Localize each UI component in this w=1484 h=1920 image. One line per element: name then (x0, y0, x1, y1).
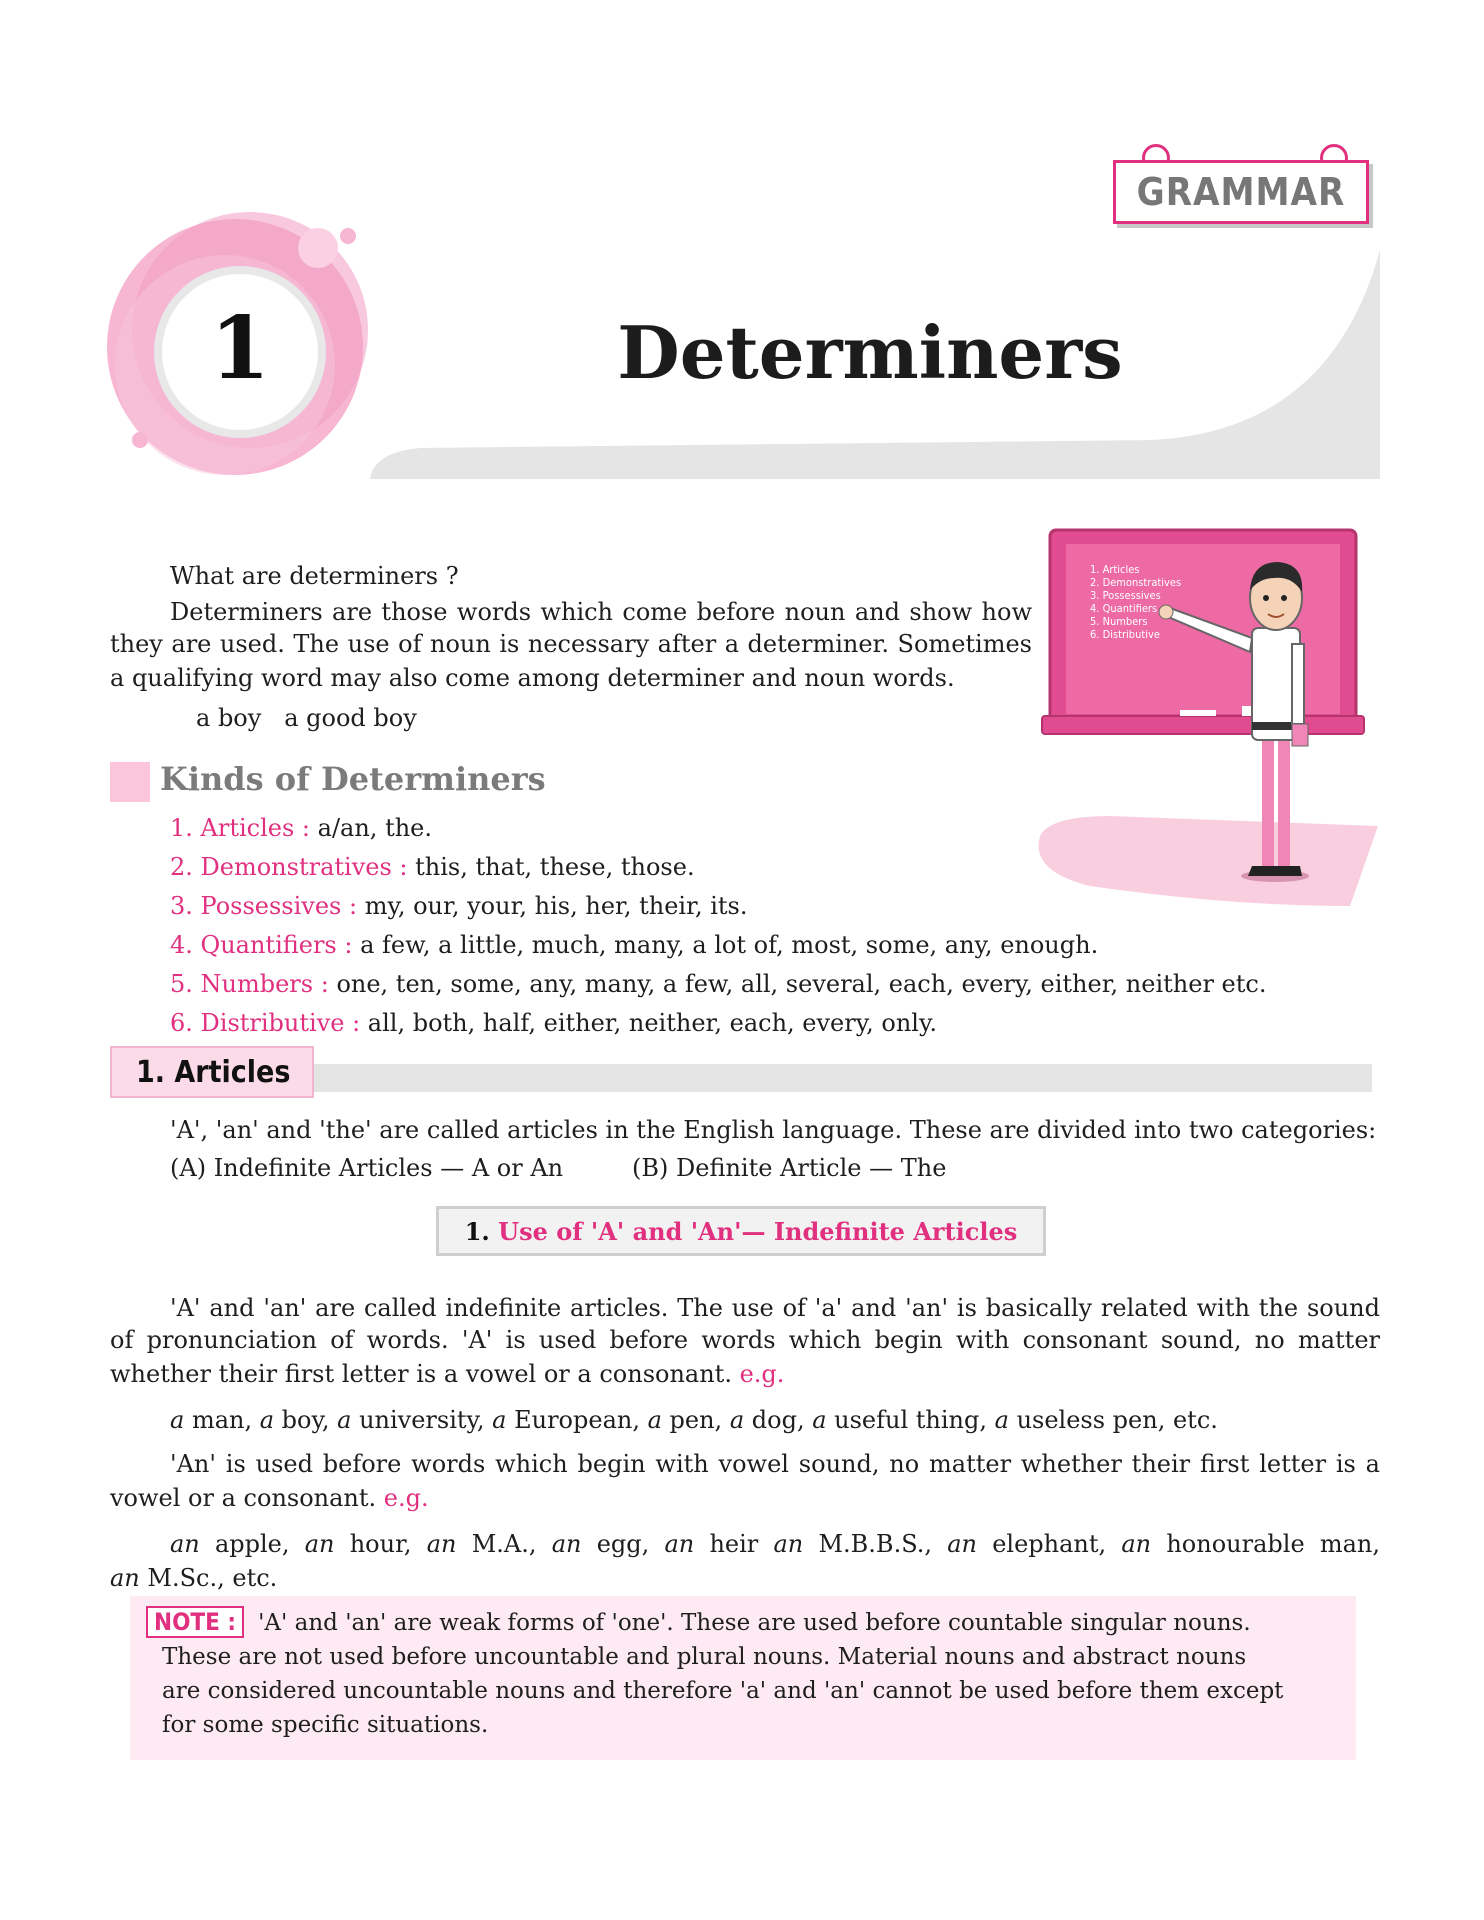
intro-question: What are determiners ? (170, 562, 459, 590)
kind-text: one, ten, some, any, many, a few, all, several, each, every, either, neither etc. (328, 970, 1267, 998)
note-box (130, 1596, 1356, 1760)
header-decoration (0, 0, 1484, 500)
article-an: an (426, 1530, 457, 1558)
article-an: an (773, 1530, 804, 1558)
example-word: pen, (661, 1406, 730, 1434)
kind-item-possessives (170, 888, 747, 924)
kind-label: 5. Numbers : (170, 970, 329, 998)
example-word: honourable man, (1151, 1530, 1380, 1558)
board-list (1090, 563, 1181, 641)
examples-an-line1 (170, 1526, 1380, 1562)
example-word: M.Sc., etc. (139, 1564, 278, 1592)
board-item: 5. Numbers (1090, 615, 1148, 628)
example-word: M.A., (456, 1530, 552, 1558)
para2-line2-text: vowel or a consonant. (110, 1484, 377, 1512)
para2-line2 (110, 1480, 429, 1516)
kind-item-numbers (170, 966, 1266, 1002)
board-item: 1. Articles (1090, 563, 1140, 576)
examples-a-line (170, 1402, 1218, 1438)
example-word: useful thing, (826, 1406, 995, 1434)
article-an: an (947, 1530, 978, 1558)
board-item: 2. Demonstratives (1090, 576, 1182, 589)
article-a: a (812, 1406, 827, 1434)
para1-line1: 'A' and 'an' are called indefinite articles. The use of 'a' and 'an' is basically related with the sound (170, 1294, 1380, 1322)
kind-item-quantifiers (170, 927, 1098, 963)
kind-label: 2. Demonstratives : (170, 853, 408, 881)
intro-example: a boy a good boy (196, 704, 417, 732)
kind-item-demonstratives (170, 849, 695, 885)
example-word: egg, (581, 1530, 665, 1558)
board-item: 6. Distributive (1090, 628, 1160, 641)
board-item: 4. Quantifiers (1090, 602, 1158, 615)
article-a: a (647, 1406, 662, 1434)
note-text: 'A' and 'an' are weak forms of 'one'. These are used before countable singular nouns. (258, 1610, 1251, 1636)
example-word: M.B.B.S., (803, 1530, 948, 1558)
note-label: NOTE : (146, 1606, 244, 1638)
examples-an-line2 (110, 1560, 277, 1596)
para1-line3 (110, 1356, 784, 1392)
teacher-illustration (1030, 526, 1380, 916)
example-word: university, (351, 1406, 493, 1434)
example-word: man, (184, 1406, 260, 1434)
kind-text: my, our, your, his, her, their, its. (357, 892, 748, 920)
article-a: a (259, 1406, 275, 1434)
kind-label: 6. Distributive : (170, 1009, 361, 1037)
kinds-heading: Kinds of Determiners (160, 760, 546, 798)
subsection-title: Use of 'A' and 'An'— Indefinite Articles (498, 1216, 1018, 1246)
note-line3: are considered uncountable nouns and therefore 'a' and 'an' cannot be used before them except (162, 1678, 1284, 1704)
article-a: a (729, 1406, 745, 1434)
kind-label: 4. Quantifiers : (170, 931, 353, 959)
article-a: a (337, 1406, 352, 1434)
example-word: European, (506, 1406, 648, 1434)
kind-item-articles (170, 810, 432, 846)
kind-text: a few, a little, much, many, a lot of, most, some, any, enough. (352, 931, 1099, 959)
article-an: an (110, 1564, 140, 1592)
article-an: an (664, 1530, 695, 1558)
subsection-heading-box (436, 1206, 1046, 1256)
para1-line3-text: whether their first letter is a vowel or a consonant. (110, 1360, 732, 1388)
kind-text: all, both, half, either, neither, each, every, only. (360, 1009, 937, 1037)
article-a: a (170, 1406, 185, 1434)
article-an: an (551, 1530, 582, 1558)
articles-category-definite: (B) Definite Article — The (632, 1154, 947, 1182)
para2-line1: 'An' is used before words which begin with vowel sound, no matter whether their first letter is a (170, 1450, 1380, 1478)
section-tag: GRAMMAR (1113, 160, 1369, 224)
article-an: an (304, 1530, 335, 1558)
kind-text: a/an, the. (310, 814, 432, 842)
example-word: elephant, (977, 1530, 1122, 1558)
intro-paragraph-line2: they are used. The use of noun is necessary after a determiner. Sometimes (110, 630, 1032, 658)
chapter-number: 1 (210, 298, 270, 399)
subsection-number: 1. (464, 1216, 490, 1246)
article-a: a (492, 1406, 507, 1434)
articles-intro-line1: 'A', 'an' and 'the' are called articles in the English language. These are divided into two categories: (170, 1116, 1377, 1144)
intro-paragraph-line3: a qualifying word may also come among determiner and noun words. (110, 664, 955, 692)
note-line2: These are not used before uncountable and plural nouns. Material nouns and abstract nouns (162, 1644, 1247, 1670)
note-line4: for some specific situations. (162, 1712, 489, 1738)
articles-category-indefinite: (A) Indefinite Articles — A or An (170, 1154, 564, 1182)
article-an: an (170, 1530, 200, 1558)
kind-text: this, that, these, those. (407, 853, 695, 881)
intro-paragraph-line1: Determiners are those words which come before noun and show how (170, 598, 1032, 626)
kinds-heading-square (110, 762, 150, 802)
kind-label: 1. Articles : (170, 814, 311, 842)
para1-line2: of pronunciation of words. 'A' is used before words which begin with consonant sound, no matter (110, 1326, 1380, 1354)
example-word: heir (694, 1530, 774, 1558)
article-a: a (994, 1406, 1009, 1434)
example-word: useless pen, etc. (1008, 1406, 1218, 1434)
eg-label: e.g. (739, 1360, 785, 1388)
example-word: dog, (744, 1406, 813, 1434)
chapter-title: Determiners (617, 310, 1123, 395)
articles-heading: 1. Articles (110, 1046, 314, 1098)
board-item: 3. Possessives (1090, 589, 1161, 602)
note-line1 (146, 1606, 1336, 1640)
kind-item-distributive (170, 1005, 937, 1041)
eg-label: e.g. (383, 1484, 429, 1512)
example-word: boy, (274, 1406, 338, 1434)
example-word: hour, (334, 1530, 427, 1558)
article-an: an (1121, 1530, 1152, 1558)
kind-label: 3. Possessives : (170, 892, 358, 920)
example-word: apple, (199, 1530, 305, 1558)
